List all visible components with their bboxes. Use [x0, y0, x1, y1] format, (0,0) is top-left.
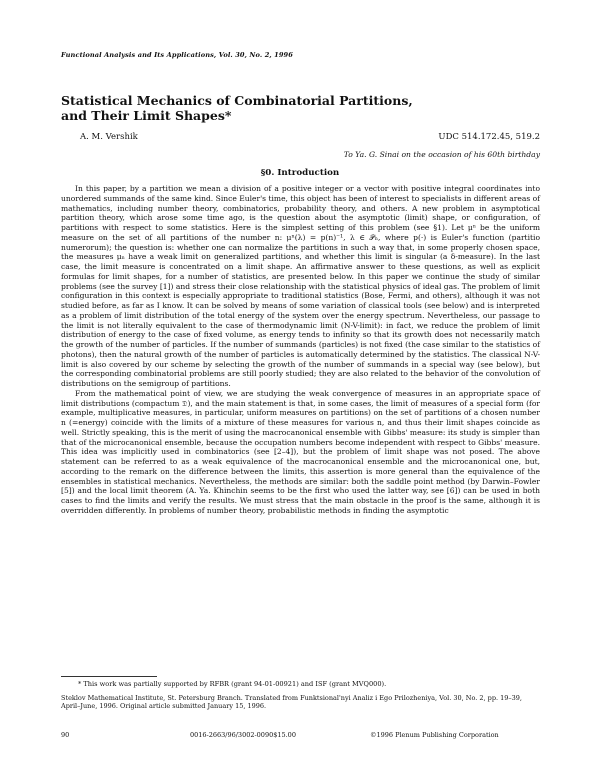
section-heading: §0. Introduction: [260, 168, 340, 178]
article-code: 0016-2663/96/3002-0090$15.00: [190, 731, 296, 739]
title-line-1: Statistical Mechanics of Combinatorial Partitions,: [61, 93, 413, 108]
paragraph-1: In this paper, by a partition we mean a division of a positive integer or a vector with positive integral coordinates into unordered summands of the same kind. Since Euler's time, this object has been of interest to specialists in different areas of mathematics, including number theory, combinatorics, probability theory, and others. A new problem in asymptotical partition theory, which arose some time ago, is the question about the asymptotic (limit) shape, or configuration, of partitions with respect to some statistics. Here is the simplest setting of this problem (see §1). Let μⁿ be the uniform measure on the set of all partitions of the number n: μⁿ(λ) = p(n)⁻¹, λ ∈ 𝒫ₙ, where p(·) is Euler's function (partitio numerorum); the question is: whether one can normalize the partitions in such a way that, in some properly chosen space, the measures μₙ have a weak limit on generalized partitions, and whether this limit is singular (a δ-measure). In the last case, the limit measure is concentrated on a limit shape. An affirmative answer to these questions, as well as explicit formulas for limit shapes, for a number of statistics, are presented below. In this paper we continue the study of similar problems (see the survey [1]) and stress their close relationship with the statistical physics of ideal gas. The problem of limit configuration in this context is especially appropriate to traditional statistics (Bose, Fermi, and others), although it was not studied before, as far as I know. It can be solved by means of some variation of classical tools (see below) and is interpreted as a problem of limit distribution of the total energy of the system over the energy spectrum. Nevertheless, our passage to the limit is not literally equivalent to the case of thermodynamic limit (N-V-limit): in fact, we reduce the problem of limit distribution of energy to the case of fixed volume, as energy tends to infinity so that its growth does not necessarily match the growth of the number of particles. If the number of summands (particles) is not fixed (the case similar to the statistics of photons), then the natural growth of the number of particles is automatically determined by the statistics. The classical N-V-limit is also covered by our scheme by selecting the growth of the number of summands in a special way (see below), but the corresponding combinatorial problems are still poorly studied; they are also related to the behavior of the convolution of distributions on the semigroup of partitions.: [61, 184, 540, 388]
paragraph-2: From the mathematical point of view, we are studying the weak convergence of measures in an appropriate space of limit distributions (compactum 𝔇), and the main statement is that, in some cases, the limit of measures of a special form (for example, multiplicative measures, in particular, uniform measures on partitions) on the set of partitions of a chosen number n (=energy) coincide with the limits of a mixture of these measures for various n, and thus their limit shapes coincide as well. Strictly speaking, this is the merit of using the macrocanonical ensemble with Gibbs' measure: its study is simpler than that of the microcanonical ensemble, because the occupation numbers become independent with respect to Gibbs' measure. This idea was implicitly used in combinatorics (see [2–4]), but the problem of limit shape was not posed. The above statement can be referred to as a weak equivalence of the macrocanonical ensemble and the microcanonical one, but, according to the remark on the difference between the limits, this assertion is more general than the equivalence of the ensembles in statistical mechanics. Nevertheless, the methods are similar: both the saddle point method (by Darwin–Fowler [5]) and the local limit theorem (A. Ya. Khinchin seems to be the first who used the latter way, see [6]) can be used in both cases to find the limits and verify the results. We must stress that the main obstacle in the proof is the same, although it is overridden differently. In problems of number theory, probabilistic methods in finding the asymptotic: [61, 388, 540, 515]
footnote-divider: [61, 676, 157, 677]
paper-title: [61, 93, 413, 123]
udc-code: UDC 514.172.45, 519.2: [438, 132, 540, 142]
title-line-2: and Their Limit Shapes*: [61, 108, 232, 123]
copyright: ©1996 Plenum Publishing Corporation: [370, 731, 499, 739]
dedication: To Ya. G. Sinai on the occasion of his 60th birthday: [343, 150, 540, 159]
author-name: A. M. Vershik: [80, 132, 138, 142]
journal-header: Functional Analysis and Its Applications, Vol. 30, No. 2, 1996: [61, 51, 293, 59]
page-number: 90: [61, 731, 70, 739]
affiliation-note: Steklov Mathematical Institute, St. Petersburg Branch. Translated from Funktsional'nyi Analiz i Ego Prilozheniya, Vol. 30, No. 2, pp. 19–39, April–June, 1996. Original article submitted January 15, 1996.: [61, 694, 522, 711]
body-text: [61, 184, 540, 516]
footnote: * This work was partially supported by RFBR (grant 94-01-00921) and ISF (grant MVQ000).: [78, 680, 387, 688]
